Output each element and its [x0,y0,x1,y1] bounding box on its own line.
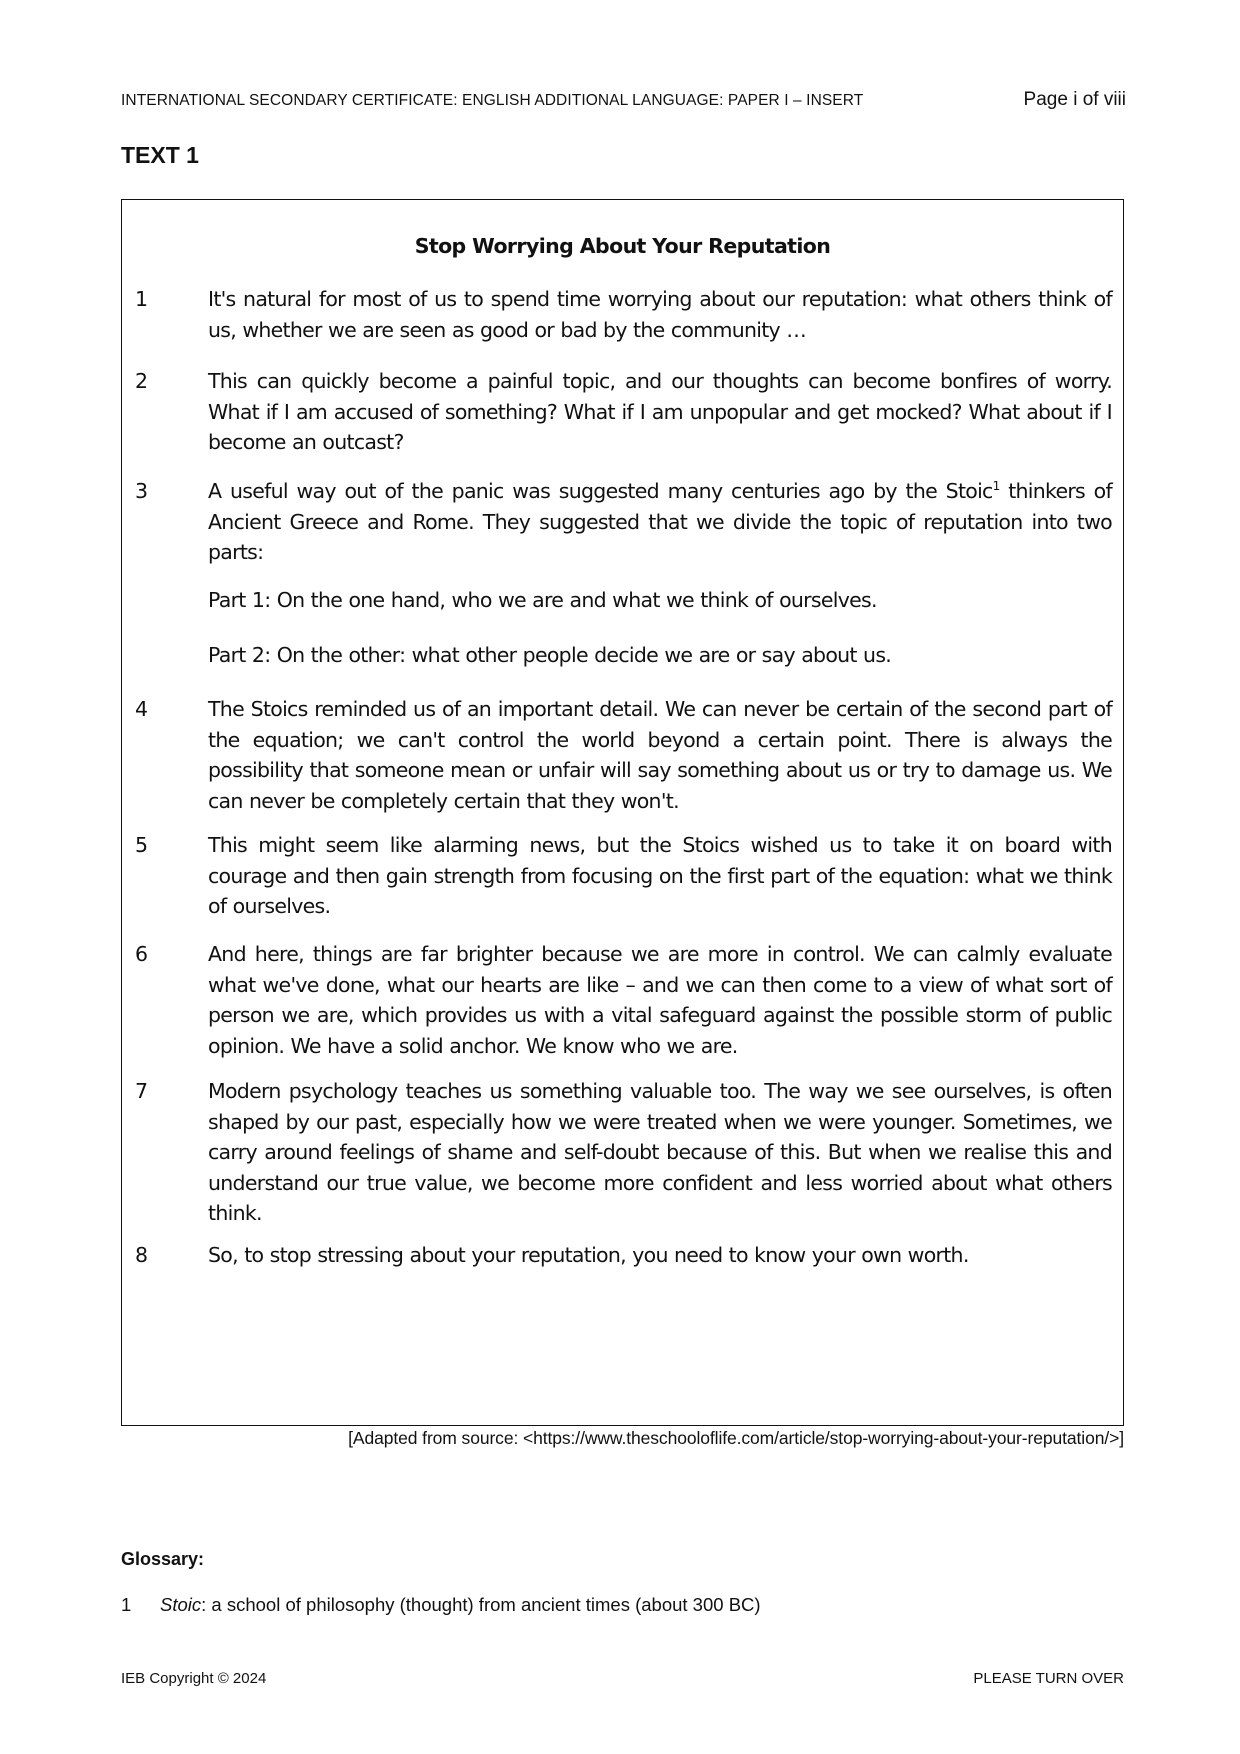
paragraph-number: 3 [135,479,149,503]
paragraph-text: This might seem like alarming news, but the Stoics wished us to take it on board with courage and then gain strength from focusing on the first part of the equation: what we think of ourselves. [208,833,1112,918]
paragraph-text: The Stoics reminded us of an important detail. We can never be certain of the second part of the equation; we can't control the world beyond a certain point. There is always the possibility that someone mean or unfair will say something about us or try to damage us. We can never be completely certain that they won't. [208,697,1112,813]
paragraph-number: 4 [135,697,149,721]
paragraph-number: 7 [135,1079,149,1103]
paragraph-text-part: thinkers of Ancient Greece and Rome. They suggested that we divide the topic of reputation into two parts: [208,479,1112,564]
paragraph-text [208,476,1112,568]
footnote-marker: 1 [992,479,1000,494]
glossary-number: 1 [121,1594,132,1615]
paragraph-text: It's natural for most of us to spend time worrying about our reputation: what others think of us, whether we are seen as good or bad by the community … [208,287,1112,342]
turn-over-notice: PLEASE TURN OVER [973,1670,1124,1687]
paragraph-number: 6 [135,942,149,966]
paragraph-number: 2 [135,369,149,393]
article-title: Stop Worrying About Your Reputation [414,234,831,258]
exam-title: INTERNATIONAL SECONDARY CERTIFICATE: ENGLISH ADDITIONAL LANGUAGE: PAPER I – INSERT [121,92,864,109]
paragraph-text-part: A useful way out of the panic was suggested many centuries ago by the Stoic [208,479,993,503]
paragraph-number: 8 [135,1243,149,1267]
paragraph-text: Modern psychology teaches us something valuable too. The way we see ourselves, is often shaped by our past, especially how we were treated when we were younger. Sometimes, we carry around feelings of shame and self-doubt because of this. But when we realise this and understand our true value, we become more confident and less worried about what others think. [208,1079,1112,1225]
paragraph-text: This can quickly become a painful topic, and our thoughts can become bonfires of worry. What if I am accused of something? What if I am unpopular and get mocked? What about if I become an outcast? [208,369,1112,454]
section-title: TEXT 1 [121,142,199,168]
paragraph-number: 5 [135,833,149,857]
glossary-definition: : a school of philosophy (thought) from ancient times (about 300 BC) [201,1594,761,1615]
paragraph-text: Part 2: On the other: what other people decide we are or say about us. [208,643,892,667]
glossary-title: Glossary: [121,1549,205,1569]
glossary-term: Stoic [160,1594,202,1615]
paragraph-text: And here, things are far brighter because we are more in control. We can calmly evaluate what we've done, what our hearts are like – and we can then come to a view of what sort of person we are, which provides us with a vital safeguard against the possible storm of public opinion. We have a solid anchor. We know who we are. [208,942,1112,1058]
copyright-notice: IEB Copyright © 2024 [121,1670,267,1687]
source-citation: [Adapted from source: <https://www.theschooloflife.com/article/stop-worrying-about-your-reputation/>] [348,1428,1124,1448]
paragraph-number: 1 [135,287,149,311]
paragraph-text: Part 1: On the one hand, who we are and what we think of ourselves. [208,588,877,612]
glossary-entry [160,1594,761,1616]
article-box [121,199,1124,1426]
paragraph-text: So, to stop stressing about your reputation, you need to know your own worth. [208,1243,969,1267]
page-number: Page i of viii [1023,89,1126,110]
